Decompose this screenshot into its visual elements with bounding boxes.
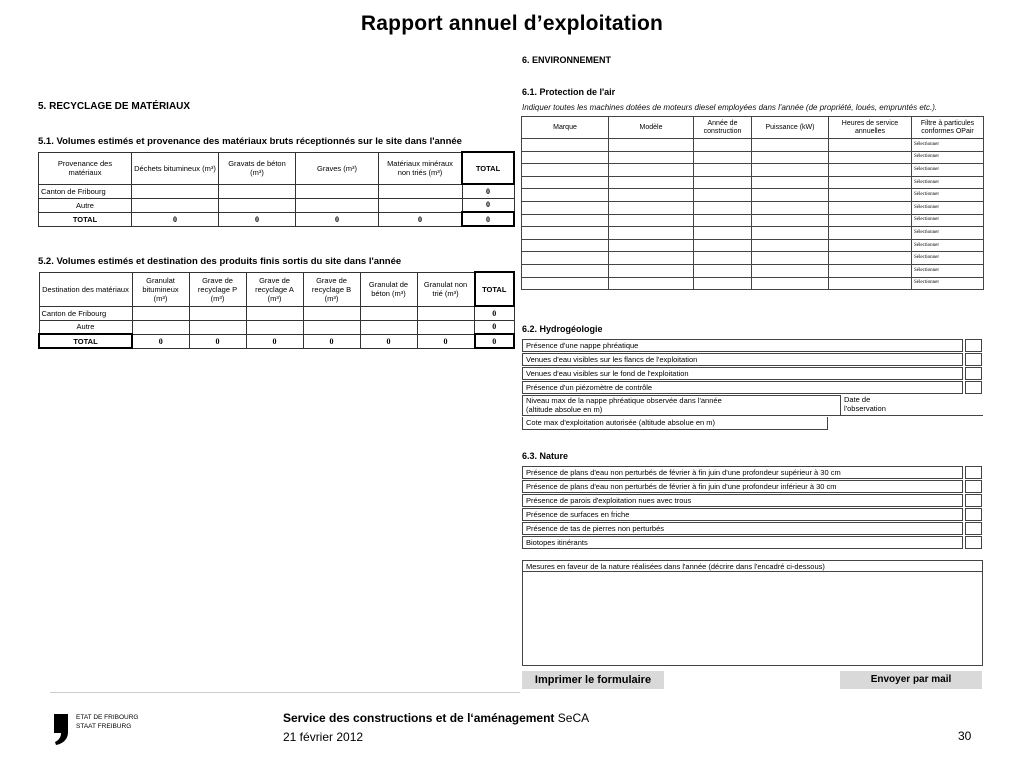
- machine-input-cell[interactable]: [829, 164, 912, 177]
- input-cell[interactable]: [417, 306, 475, 320]
- input-cell[interactable]: [379, 198, 463, 212]
- row-label: Canton de Fribourg: [39, 184, 132, 198]
- machine-input-cell[interactable]: [522, 189, 609, 202]
- machine-input-cell[interactable]: [694, 239, 752, 252]
- niveau-label: Niveau max de la nappe phréatique observée dans l'année: [526, 396, 722, 405]
- input-cell[interactable]: [360, 306, 417, 320]
- input-cell[interactable]: [303, 320, 360, 334]
- nature-checkbox[interactable]: [965, 466, 982, 479]
- machine-input-cell[interactable]: [752, 164, 829, 177]
- col-header: Puissance (kW): [752, 117, 829, 139]
- total-cell: 0: [296, 212, 379, 226]
- hydro-checkbox[interactable]: [965, 339, 982, 352]
- input-cell[interactable]: [246, 320, 303, 334]
- hydro-checkbox[interactable]: [965, 381, 982, 394]
- machine-input-cell[interactable]: [609, 189, 694, 202]
- section-6-1-heading: 6.1. Protection de l'air: [522, 87, 616, 97]
- logo-line-2: STAAT FREIBURG: [76, 723, 132, 730]
- machine-input-cell[interactable]: [522, 139, 609, 152]
- input-cell[interactable]: [246, 306, 303, 320]
- logo-line-1: ETAT DE FRIBOURG: [76, 714, 139, 721]
- section-5-heading: 5. RECYCLAGE DE MATÉRIAUX: [38, 101, 191, 112]
- input-cell[interactable]: [189, 306, 246, 320]
- col-header-total: TOTAL: [462, 152, 514, 184]
- footer-service: [283, 711, 589, 725]
- machine-input-cell[interactable]: [829, 239, 912, 252]
- filter-select[interactable]: Sélectionner: [912, 201, 984, 214]
- total-cell: 0: [132, 334, 189, 348]
- filter-select[interactable]: Sélectionner: [912, 176, 984, 189]
- hydro-item: Venues d'eau visibles sur les flancs de l'exploitation: [522, 353, 963, 366]
- machine-input-cell[interactable]: [609, 201, 694, 214]
- machine-input-cell[interactable]: [609, 277, 694, 290]
- input-cell[interactable]: [189, 320, 246, 334]
- date-label: Date de: [844, 395, 871, 404]
- machine-input-cell[interactable]: [609, 214, 694, 227]
- machine-input-cell[interactable]: [829, 201, 912, 214]
- col-header: Graves (m³): [296, 152, 379, 184]
- machine-input-cell[interactable]: [609, 264, 694, 277]
- total-cell: 0: [219, 212, 296, 226]
- machine-input-cell[interactable]: [752, 176, 829, 189]
- machine-input-cell[interactable]: [694, 277, 752, 290]
- footer-date: 21 février 2012: [283, 730, 364, 744]
- machine-input-cell[interactable]: [694, 139, 752, 152]
- col-header-total: TOTAL: [475, 272, 515, 306]
- nature-item: Présence de plans d'eau non perturbés de février à fin juin d'une profondeur inférieur à 30 cm: [522, 480, 963, 493]
- filter-select[interactable]: Sélectionner: [912, 151, 984, 164]
- col-header: Modèle: [609, 117, 694, 139]
- machine-input-cell[interactable]: [609, 164, 694, 177]
- input-cell[interactable]: [417, 320, 475, 334]
- machine-input-cell[interactable]: [522, 164, 609, 177]
- col-header: Provenance des matériaux: [39, 152, 132, 184]
- service-name: Service des constructions et de l‘aménagement: [283, 711, 555, 725]
- machine-input-cell[interactable]: [752, 239, 829, 252]
- total-row-label: TOTAL: [39, 334, 132, 348]
- machine-input-cell[interactable]: [694, 176, 752, 189]
- total-cell: 0: [189, 334, 246, 348]
- col-header: Heures de service annuelles: [829, 117, 912, 139]
- grand-total-cell: 0: [475, 334, 515, 348]
- filter-select[interactable]: Sélectionner: [912, 139, 984, 152]
- col-header: Granulat non trié (m³): [417, 272, 475, 306]
- machine-input-cell[interactable]: [752, 139, 829, 152]
- col-header: Destination des matériaux: [39, 272, 132, 306]
- machine-input-cell[interactable]: [694, 264, 752, 277]
- input-cell[interactable]: [296, 198, 379, 212]
- machine-input-cell[interactable]: [694, 227, 752, 240]
- machine-row: [522, 239, 984, 252]
- machine-input-cell[interactable]: [694, 252, 752, 265]
- cote-max-field[interactable]: Cote max d'exploitation autorisée (altitude absolue en m): [522, 417, 828, 430]
- col-header: Déchets bitumineux (m³): [132, 152, 219, 184]
- machine-input-cell[interactable]: [829, 139, 912, 152]
- machine-input-cell[interactable]: [829, 252, 912, 265]
- machine-input-cell[interactable]: [522, 239, 609, 252]
- machine-input-cell[interactable]: [752, 214, 829, 227]
- filter-select[interactable]: Sélectionner: [912, 252, 984, 265]
- total-row-label: TOTAL: [39, 212, 132, 226]
- air-note: Indiquer toutes les machines dotées de moteurs diesel employées dans l'année (de propriété, loués, empruntés etc.).: [522, 103, 938, 112]
- input-cell[interactable]: [132, 320, 189, 334]
- input-cell[interactable]: [296, 184, 379, 198]
- col-header: Grave de recyclage B (m³): [303, 272, 360, 306]
- machine-input-cell[interactable]: [829, 176, 912, 189]
- col-header: Grave de recyclage A (m³): [246, 272, 303, 306]
- nature-checkbox[interactable]: [965, 536, 982, 549]
- section-5-2-heading: 5.2. Volumes estimés et destination des produits finis sortis du site dans l'année: [38, 256, 402, 267]
- filter-select[interactable]: Sélectionner: [912, 227, 984, 240]
- nature-item: Présence de surfaces en friche: [522, 508, 963, 521]
- table-machines: [521, 116, 984, 290]
- total-cell: 0: [132, 212, 219, 226]
- hydro-checkbox[interactable]: [965, 367, 982, 380]
- fribourg-logo-icon: [52, 712, 70, 746]
- machine-input-cell[interactable]: [522, 214, 609, 227]
- niveau-max-field[interactable]: [522, 395, 840, 415]
- section-6-2-heading: 6.2. Hydrogéologie: [522, 324, 603, 334]
- machine-input-cell[interactable]: [829, 227, 912, 240]
- hydro-checkbox[interactable]: [965, 353, 982, 366]
- machine-input-cell[interactable]: [522, 264, 609, 277]
- filter-select[interactable]: Sélectionner: [912, 277, 984, 290]
- filter-select[interactable]: Sélectionner: [912, 214, 984, 227]
- col-header: Grave de recyclage P (m³): [189, 272, 246, 306]
- table-materiaux-bruts: [38, 151, 515, 227]
- col-header: Matériaux minéraux non triés (m³): [379, 152, 463, 184]
- total-cell: 0: [417, 334, 475, 348]
- machine-input-cell[interactable]: [829, 264, 912, 277]
- section-5-1-heading: 5.1. Volumes estimés et provenance des matériaux bruts réceptionnés sur le site dans l'année: [38, 136, 462, 147]
- machine-input-cell[interactable]: [752, 227, 829, 240]
- input-cell[interactable]: [219, 184, 296, 198]
- machine-input-cell[interactable]: [694, 164, 752, 177]
- machine-input-cell[interactable]: [829, 151, 912, 164]
- hydro-item: Présence d'une nappe phréatique: [522, 339, 963, 352]
- nature-checkbox[interactable]: [965, 480, 982, 493]
- input-cell[interactable]: [360, 320, 417, 334]
- machine-row: [522, 277, 984, 290]
- date-label-2: l'observation: [844, 404, 886, 413]
- machine-input-cell[interactable]: [609, 239, 694, 252]
- machine-input-cell[interactable]: [522, 176, 609, 189]
- total-cell: 0: [246, 334, 303, 348]
- machine-row: [522, 151, 984, 164]
- nature-checkbox[interactable]: [965, 522, 982, 535]
- machine-input-cell[interactable]: [829, 189, 912, 202]
- row-label: Canton de Fribourg: [39, 306, 132, 320]
- machine-input-cell[interactable]: [609, 252, 694, 265]
- grand-total-cell: 0: [462, 212, 514, 226]
- machine-row: [522, 227, 984, 240]
- logo-text: [76, 713, 138, 731]
- row-total: 0: [475, 306, 515, 320]
- machine-input-cell[interactable]: [752, 201, 829, 214]
- machine-input-cell[interactable]: [752, 189, 829, 202]
- total-cell: 0: [303, 334, 360, 348]
- row-label: Autre: [39, 320, 132, 334]
- nature-item: Présence de parois d'exploitation nues avec trous: [522, 494, 963, 507]
- nature-item: Présence de plans d'eau non perturbés de février à fin juin d'une profondeur supérieur à 30 cm: [522, 466, 963, 479]
- machine-row: [522, 164, 984, 177]
- col-header: Filtre à particules conformes OPair: [912, 117, 984, 139]
- machine-row: [522, 264, 984, 277]
- section-6-heading: 6. ENVIRONNEMENT: [522, 55, 612, 65]
- machine-input-cell[interactable]: [609, 176, 694, 189]
- machine-input-cell[interactable]: [522, 201, 609, 214]
- machine-input-cell[interactable]: [694, 214, 752, 227]
- machine-input-cell[interactable]: [752, 151, 829, 164]
- mesures-textarea[interactable]: [522, 572, 983, 666]
- nature-checkbox[interactable]: [965, 494, 982, 507]
- page-title: Rapport annuel d’exploitation: [360, 12, 664, 35]
- nature-item: Biotopes itinérants: [522, 536, 963, 549]
- col-header: Marque: [522, 117, 609, 139]
- date-observation-field[interactable]: [840, 395, 983, 415]
- niveau-unit-label: (altitude absolue en m): [526, 405, 603, 414]
- total-cell: 0: [379, 212, 463, 226]
- machine-row: [522, 189, 984, 202]
- filter-select[interactable]: Sélectionner: [912, 189, 984, 202]
- machine-row: [522, 214, 984, 227]
- machine-input-cell[interactable]: [522, 252, 609, 265]
- filter-select[interactable]: Sélectionner: [912, 164, 984, 177]
- machine-input-cell[interactable]: [609, 151, 694, 164]
- col-header: Granulat de béton (m³): [360, 272, 417, 306]
- nature-checkbox[interactable]: [965, 508, 982, 521]
- machine-input-cell[interactable]: [522, 227, 609, 240]
- row-total: 0: [462, 198, 514, 212]
- machine-row: [522, 201, 984, 214]
- input-cell[interactable]: [132, 198, 219, 212]
- input-cell[interactable]: [132, 306, 189, 320]
- filter-select[interactable]: Sélectionner: [912, 239, 984, 252]
- machine-input-cell[interactable]: [829, 277, 912, 290]
- machine-row: [522, 252, 984, 265]
- section-6-3-heading: 6.3. Nature: [522, 451, 569, 461]
- machine-input-cell[interactable]: [694, 189, 752, 202]
- filter-select[interactable]: Sélectionner: [912, 264, 984, 277]
- mesures-label: Mesures en faveur de la nature réalisées dans l'année (décrire dans l'encadré ci-dessous): [522, 560, 983, 572]
- machine-input-cell[interactable]: [752, 252, 829, 265]
- row-total: 0: [475, 320, 515, 334]
- machine-input-cell[interactable]: [609, 139, 694, 152]
- machine-input-cell[interactable]: [829, 214, 912, 227]
- machine-row: [522, 139, 984, 152]
- table-produits-finis: [38, 271, 515, 349]
- print-form-button[interactable]: Imprimer le formulaire: [522, 671, 664, 689]
- nature-item: Présence de tas de pierres non perturbés: [522, 522, 963, 535]
- machine-input-cell[interactable]: [752, 264, 829, 277]
- machine-row: [522, 176, 984, 189]
- input-cell[interactable]: [303, 306, 360, 320]
- machine-input-cell[interactable]: [609, 227, 694, 240]
- input-cell[interactable]: [379, 184, 463, 198]
- machine-input-cell[interactable]: [694, 151, 752, 164]
- col-header: Granulat bitumineux (m³): [132, 272, 189, 306]
- row-label: Autre: [39, 198, 132, 212]
- total-cell: 0: [360, 334, 417, 348]
- hydro-item: Venues d'eau visibles sur le fond de l'exploitation: [522, 367, 963, 380]
- service-abbr: SeCA: [557, 711, 590, 725]
- machine-input-cell[interactable]: [522, 277, 609, 290]
- machine-input-cell[interactable]: [694, 201, 752, 214]
- page-number: 30: [958, 729, 972, 743]
- hydro-item: Présence d'un piézomètre de contrôle: [522, 381, 963, 394]
- col-header: Gravats de béton (m³): [219, 152, 296, 184]
- input-cell[interactable]: [219, 198, 296, 212]
- machine-input-cell[interactable]: [522, 151, 609, 164]
- input-cell[interactable]: [132, 184, 219, 198]
- send-mail-button[interactable]: Envoyer par mail: [840, 671, 982, 689]
- machine-input-cell[interactable]: [752, 277, 829, 290]
- row-total: 0: [462, 184, 514, 198]
- col-header: Année de construction: [694, 117, 752, 139]
